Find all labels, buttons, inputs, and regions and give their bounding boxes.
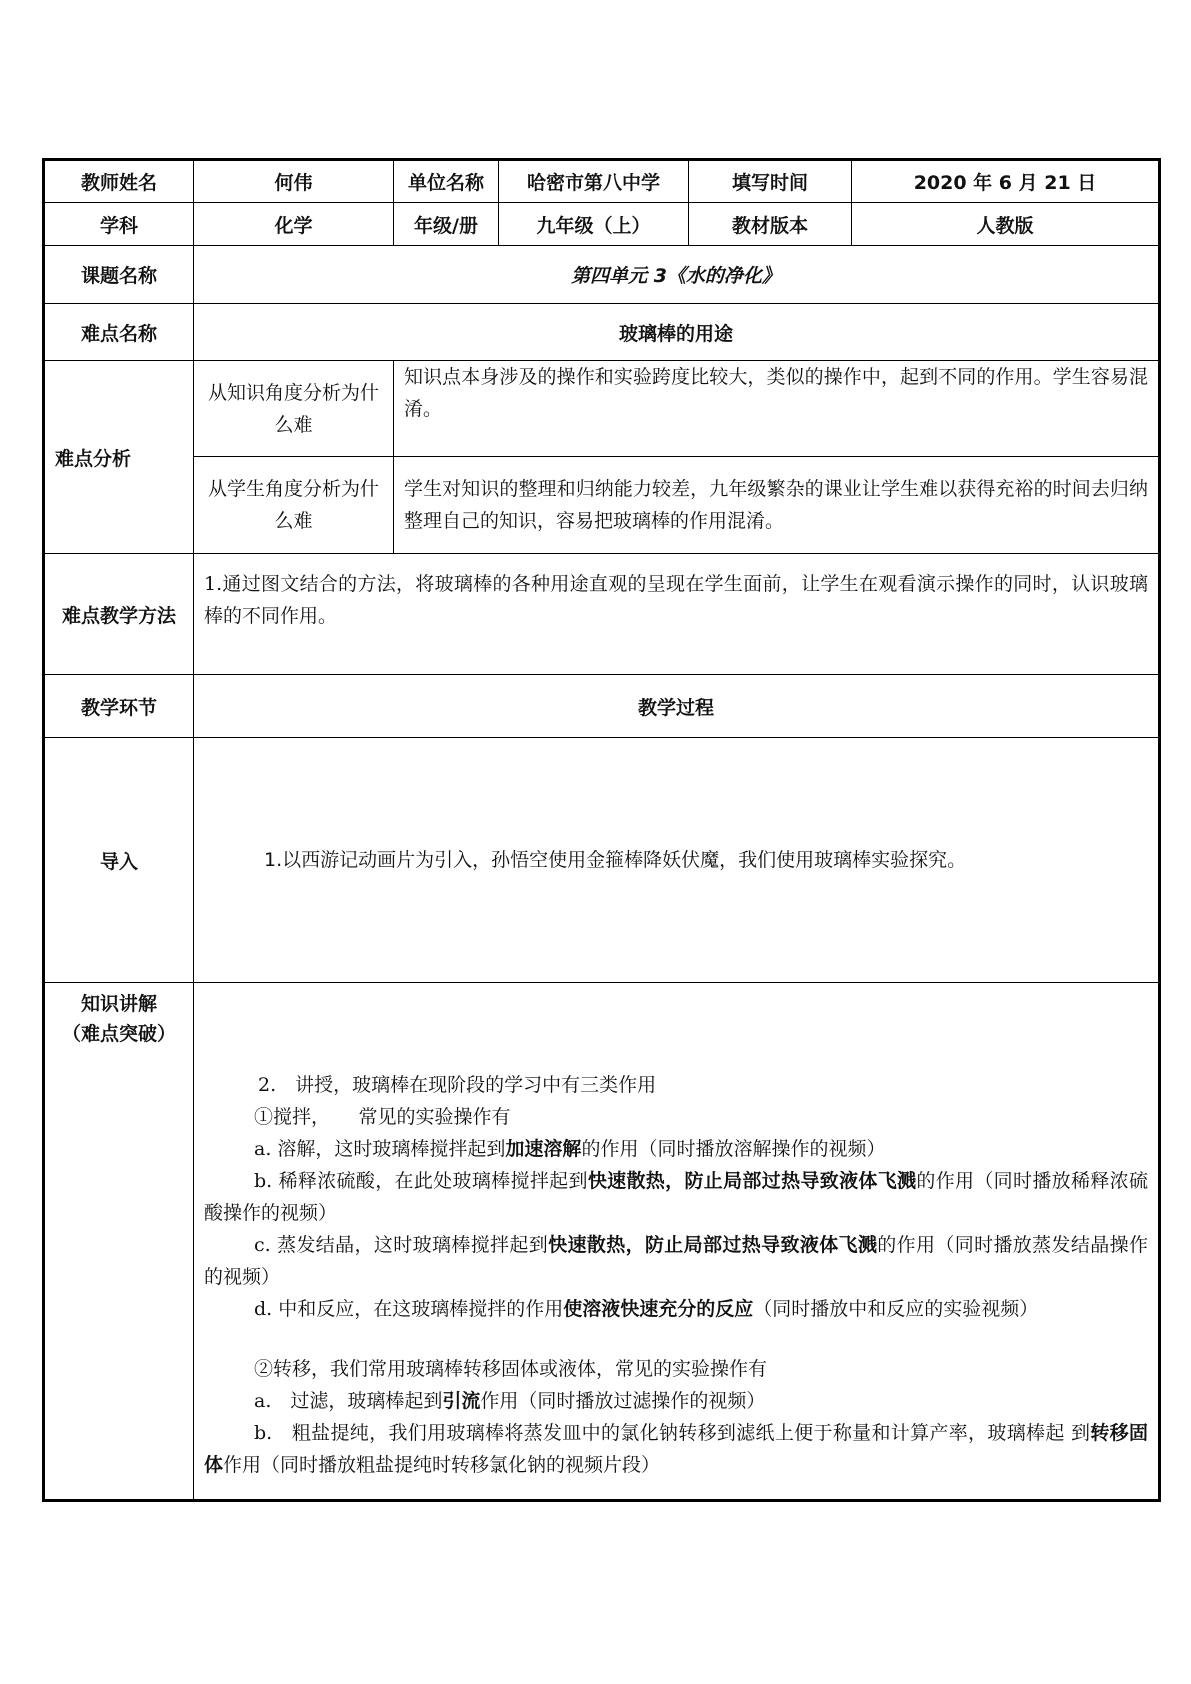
analysis-row-student [44,457,1160,554]
student-angle-label: 从学生角度分析为什么难 [194,457,394,554]
stir-item-d: d. 中和反应，在这玻璃棒搅拌的作用使溶液快速充分的反应（同时播放中和反应的实验视频） [254,1298,1039,1320]
edition-label: 教材版本 [689,203,852,246]
unit-label: 单位名称 [394,160,499,203]
topic-label: 课题名称 [44,246,194,304]
lesson-plan-table [42,158,1161,1502]
unit-value: 哈密市第八中学 [499,160,689,203]
header-row-1 [44,160,1160,203]
process-stage-label: 教学环节 [44,675,194,738]
topic-row [44,246,1160,304]
transfer-item-b: b. 粗盐提纯，我们用玻璃棒将蒸发皿中的氯化钠转移到滤纸上便于称量和计算产率，玻璃棒起 到转移固体作用（同时播放粗盐提纯时转移氯化钠的视频片段） [204,1422,1148,1476]
grade-label: 年级/册 [394,203,499,246]
edition-value: 人教版 [852,203,1160,246]
grade-value: 九年级（上） [499,203,689,246]
intro-label: 导入 [44,738,194,983]
method-row [44,554,1160,675]
difficulty-value: 玻璃棒的用途 [194,304,1160,361]
subject-label: 学科 [44,203,194,246]
knowledge-angle-text: 知识点本身涉及的操作和实验跨度比较大，类似的操作中，起到不同的作用。学生容易混淆。 [394,361,1160,457]
explain-row [44,983,1160,1501]
difficulty-row [44,304,1160,361]
teacher-value: 何伟 [194,160,394,203]
explain-label [44,983,194,1501]
process-header-row [44,675,1160,738]
date-label: 填写时间 [689,160,852,203]
transfer-item-a: a. 过滤，玻璃棒起到引流作用（同时播放过滤操作的视频） [254,1390,766,1412]
explain-label-line1: 知识讲解 [80,993,157,1015]
transfer-heading: ②转移，我们常用玻璃棒转移固体或液体，常见的实验操作有 [254,1358,768,1380]
stir-item-c: c. 蒸发结晶，这时玻璃棒搅拌起到快速散热，防止局部过热导致液体飞溅的作用（同时播放蒸发结晶操作的视频） [204,1234,1148,1288]
method-label: 难点教学方法 [44,554,194,675]
intro-text: 1.以西游记动画片为引入，孙悟空使用金箍棒降妖伏魔，我们使用玻璃棒实验探究。 [194,738,1160,983]
analysis-row-knowledge [44,361,1160,457]
teacher-label: 教师姓名 [44,160,194,203]
subject-value: 化学 [194,203,394,246]
method-text: 1.通过图文结合的方法，将玻璃棒的各种用途直观的呈现在学生面前，让学生在观看演示操作的同时，认识玻璃棒的不同作用。 [194,554,1160,675]
explain-label-line2: （难点突破） [61,1023,176,1045]
knowledge-angle-label: 从知识角度分析为什么难 [194,361,394,457]
explain-intro-line: 2. 讲授，玻璃棒在现阶段的学习中有三类作用 [258,1074,657,1096]
student-angle-text: 学生对知识的整理和归纳能力较差，九年级繁杂的课业让学生难以获得充裕的时间去归纳整理自己的知识，容易把玻璃棒的作用混淆。 [394,457,1160,554]
header-row-2 [44,203,1160,246]
date-value: 2020 年 6 月 21 日 [852,160,1160,203]
stir-item-b: b. 稀释浓硫酸，在此处玻璃棒搅拌起到快速散热，防止局部过热导致液体飞溅的作用（同时播放稀释浓硫酸操作的视频） [204,1170,1148,1224]
analysis-label: 难点分析 [44,361,194,554]
difficulty-label: 难点名称 [44,304,194,361]
stir-heading: ①搅拌， 常见的实验操作有 [254,1106,511,1128]
topic-value: 第四单元 3《水的净化》 [194,246,1160,304]
explain-content [194,983,1160,1501]
stir-item-a: a. 溶解，这时玻璃棒搅拌起到加速溶解的作用（同时播放溶解操作的视频） [254,1138,886,1160]
process-title: 教学过程 [194,675,1160,738]
intro-row [44,738,1160,983]
